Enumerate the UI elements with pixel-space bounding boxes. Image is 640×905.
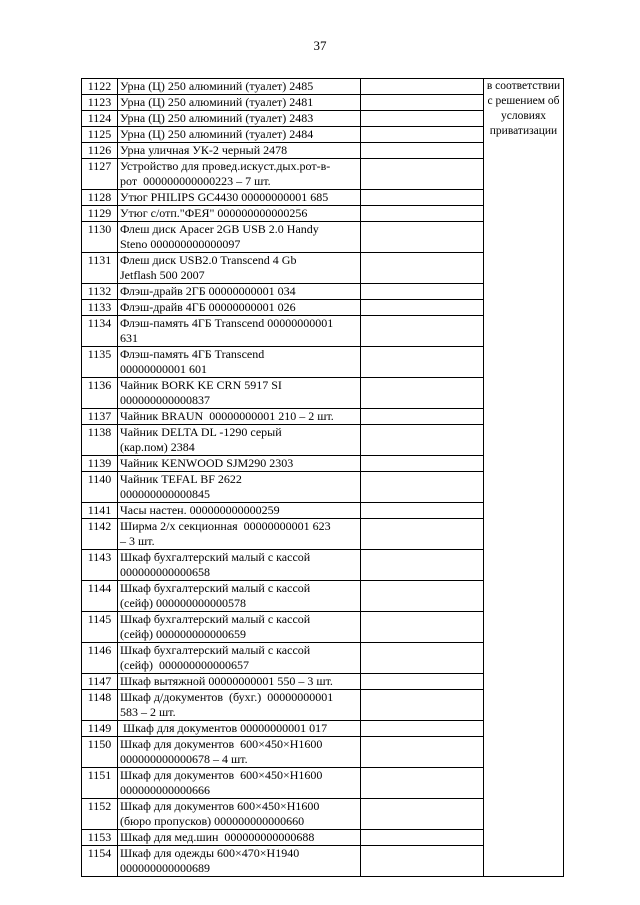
description-line: (бюро пропусков) 000000000000660 xyxy=(120,814,305,828)
empty-cell xyxy=(361,190,484,206)
row-number: 1151 xyxy=(82,768,118,799)
row-number: 1149 xyxy=(82,721,118,737)
table-row xyxy=(82,79,564,95)
row-number: 1139 xyxy=(82,456,118,472)
empty-cell xyxy=(361,830,484,846)
item-description xyxy=(118,409,361,425)
empty-cell xyxy=(361,737,484,768)
empty-cell xyxy=(361,316,484,347)
row-number: 1128 xyxy=(82,190,118,206)
empty-cell xyxy=(361,799,484,830)
item-description xyxy=(118,550,361,581)
empty-cell xyxy=(361,378,484,409)
description-line: (сейф) 000000000000578 xyxy=(120,596,246,610)
inventory-table xyxy=(81,78,564,877)
item-description xyxy=(118,143,361,159)
item-description xyxy=(118,95,361,111)
empty-cell xyxy=(361,206,484,222)
row-number: 1131 xyxy=(82,253,118,284)
row-number: 1125 xyxy=(82,127,118,143)
row-number: 1132 xyxy=(82,284,118,300)
item-description xyxy=(118,206,361,222)
description-line: Флэш-память 4ГБ Transcend 00000000001 xyxy=(120,316,334,330)
row-number: 1138 xyxy=(82,425,118,456)
item-description xyxy=(118,472,361,503)
item-description xyxy=(118,190,361,206)
row-number: 1129 xyxy=(82,206,118,222)
description-line: Шкаф д/документов (бухг.) 00000000001 xyxy=(120,690,334,704)
description-line: (сейф) 000000000000659 xyxy=(120,627,246,641)
empty-cell xyxy=(361,159,484,190)
empty-cell xyxy=(361,643,484,674)
item-description xyxy=(118,159,361,190)
description-line: 000000000000678 – 4 шт. xyxy=(120,752,248,766)
row-number: 1137 xyxy=(82,409,118,425)
item-description xyxy=(118,519,361,550)
description-line: Урна (Ц) 250 алюминий (туалет) 2485 xyxy=(120,79,314,93)
item-description xyxy=(118,456,361,472)
description-line: Шкаф для документов 600×450×Н1600 xyxy=(120,768,323,782)
empty-cell xyxy=(361,409,484,425)
empty-cell xyxy=(361,519,484,550)
empty-cell xyxy=(361,503,484,519)
description-line: Чайник BORK KE CRN 5917 SI xyxy=(120,378,282,392)
row-number: 1130 xyxy=(82,222,118,253)
description-line: 631 xyxy=(120,331,138,345)
description-line: (кар.пом) 2384 xyxy=(120,440,195,454)
description-line: Урна уличная УК-2 черный 2478 xyxy=(120,143,288,157)
empty-cell xyxy=(361,111,484,127)
empty-cell xyxy=(361,95,484,111)
description-line: Флэш-память 4ГБ Transcend xyxy=(120,347,265,361)
description-line: 000000000000689 xyxy=(120,861,210,875)
description-line: Шкаф для документов 600×450×Н1600 xyxy=(120,737,323,751)
description-line: Урна (Ц) 250 алюминий (туалет) 2481 xyxy=(120,95,314,109)
description-line: Флэш-драйв 2ГБ 00000000001 034 xyxy=(120,284,296,298)
description-line: Шкаф для мед.шин 000000000000688 xyxy=(120,830,315,844)
item-description xyxy=(118,425,361,456)
description-line: Шкаф для одежды 600×470×Н1940 xyxy=(120,846,300,860)
description-line: Шкаф бухгалтерский малый с кассой xyxy=(120,643,311,657)
description-line: Часы настен. 000000000000259 xyxy=(120,503,280,517)
item-description xyxy=(118,378,361,409)
row-number: 1141 xyxy=(82,503,118,519)
description-line: – 3 шт. xyxy=(120,534,155,548)
item-description xyxy=(118,581,361,612)
description-line: Ширма 2/х секционная 00000000001 623 xyxy=(120,519,331,533)
empty-cell xyxy=(361,127,484,143)
row-number: 1140 xyxy=(82,472,118,503)
row-number: 1154 xyxy=(82,846,118,877)
item-description xyxy=(118,316,361,347)
description-line: 000000000000658 xyxy=(120,565,210,579)
empty-cell xyxy=(361,284,484,300)
empty-cell xyxy=(361,721,484,737)
empty-cell xyxy=(361,768,484,799)
row-number: 1148 xyxy=(82,690,118,721)
item-description xyxy=(118,222,361,253)
row-number: 1150 xyxy=(82,737,118,768)
empty-cell xyxy=(361,456,484,472)
empty-cell xyxy=(361,253,484,284)
row-number: 1153 xyxy=(82,830,118,846)
description-line: Чайник DELTA DL -1290 серый xyxy=(120,425,282,439)
description-line: рот 000000000000223 – 7 шт. xyxy=(120,174,271,188)
item-description xyxy=(118,347,361,378)
row-number: 1142 xyxy=(82,519,118,550)
empty-cell xyxy=(361,612,484,643)
empty-cell xyxy=(361,550,484,581)
description-line: Шкаф для документов 00000000001 017 xyxy=(120,721,328,735)
empty-cell xyxy=(361,300,484,316)
row-number: 1133 xyxy=(82,300,118,316)
item-description xyxy=(118,284,361,300)
row-number: 1126 xyxy=(82,143,118,159)
item-description xyxy=(118,253,361,284)
description-line: Утюг с/отп."ФЕЯ" 000000000000256 xyxy=(120,206,308,220)
description-line: Урна (Ц) 250 алюминий (туалет) 2484 xyxy=(120,127,314,141)
empty-cell xyxy=(361,79,484,95)
row-number: 1152 xyxy=(82,799,118,830)
row-number: 1145 xyxy=(82,612,118,643)
description-line: Шкаф бухгалтерский малый с кассой xyxy=(120,581,311,595)
item-description xyxy=(118,79,361,95)
row-number: 1124 xyxy=(82,111,118,127)
description-line: Чайник KENWOOD SJM290 2303 xyxy=(120,456,294,470)
description-line: Утюг PHILIPS GC4430 00000000001 685 xyxy=(120,190,329,204)
item-description xyxy=(118,737,361,768)
privatization-note: в соответствии с решением об условиях приватизации xyxy=(484,79,564,877)
description-line: Чайник TEFAL BF 2622 xyxy=(120,472,242,486)
row-number: 1135 xyxy=(82,347,118,378)
description-line: Шкаф вытяжной 00000000001 550 – 3 шт. xyxy=(120,674,333,688)
row-number: 1122 xyxy=(82,79,118,95)
item-description xyxy=(118,674,361,690)
item-description xyxy=(118,503,361,519)
description-line: (сейф) 000000000000657 xyxy=(120,658,249,672)
empty-cell xyxy=(361,674,484,690)
item-description xyxy=(118,690,361,721)
empty-cell xyxy=(361,690,484,721)
empty-cell xyxy=(361,143,484,159)
description-line: Чайник BRAUN 00000000001 210 – 2 шт. xyxy=(120,409,334,423)
empty-cell xyxy=(361,222,484,253)
item-description xyxy=(118,300,361,316)
row-number: 1136 xyxy=(82,378,118,409)
description-line: 00000000001 601 xyxy=(120,362,207,376)
description-line: Устройство для провед.искуст.дых.рот-в- xyxy=(120,159,331,173)
row-number: 1127 xyxy=(82,159,118,190)
item-description xyxy=(118,721,361,737)
description-line: Шкаф бухгалтерский малый с кассой xyxy=(120,550,311,564)
empty-cell xyxy=(361,425,484,456)
empty-cell xyxy=(361,846,484,877)
description-line: Steno 000000000000097 xyxy=(120,237,241,251)
row-number: 1146 xyxy=(82,643,118,674)
description-line: 000000000000845 xyxy=(120,487,210,501)
empty-cell xyxy=(361,581,484,612)
item-description xyxy=(118,830,361,846)
row-number: 1147 xyxy=(82,674,118,690)
inventory-rows xyxy=(82,79,564,877)
item-description xyxy=(118,643,361,674)
description-line: Флэш-драйв 4ГБ 00000000001 026 xyxy=(120,300,296,314)
description-line: 583 – 2 шт. xyxy=(120,705,176,719)
description-line: Шкаф бухгалтерский малый с кассой xyxy=(120,612,311,626)
item-description xyxy=(118,111,361,127)
row-number: 1143 xyxy=(82,550,118,581)
row-number: 1134 xyxy=(82,316,118,347)
row-number: 1144 xyxy=(82,581,118,612)
empty-cell xyxy=(361,347,484,378)
description-line: 000000000000666 xyxy=(120,783,210,797)
row-number: 1123 xyxy=(82,95,118,111)
item-description xyxy=(118,612,361,643)
item-description xyxy=(118,127,361,143)
description-line: Флеш диск Apacer 2GB USB 2.0 Handy xyxy=(120,222,319,236)
item-description xyxy=(118,768,361,799)
description-line: Jetflash 500 2007 xyxy=(120,268,205,282)
description-line: Урна (Ц) 250 алюминий (туалет) 2483 xyxy=(120,111,314,125)
description-line: Шкаф для документов 600×450×Н1600 xyxy=(120,799,320,813)
item-description xyxy=(118,799,361,830)
empty-cell xyxy=(361,472,484,503)
description-line: 000000000000837 xyxy=(120,393,210,407)
page-number: 37 xyxy=(313,38,327,53)
item-description xyxy=(118,846,361,877)
description-line: Флеш диск USB2.0 Transcend 4 Gb xyxy=(120,253,297,267)
